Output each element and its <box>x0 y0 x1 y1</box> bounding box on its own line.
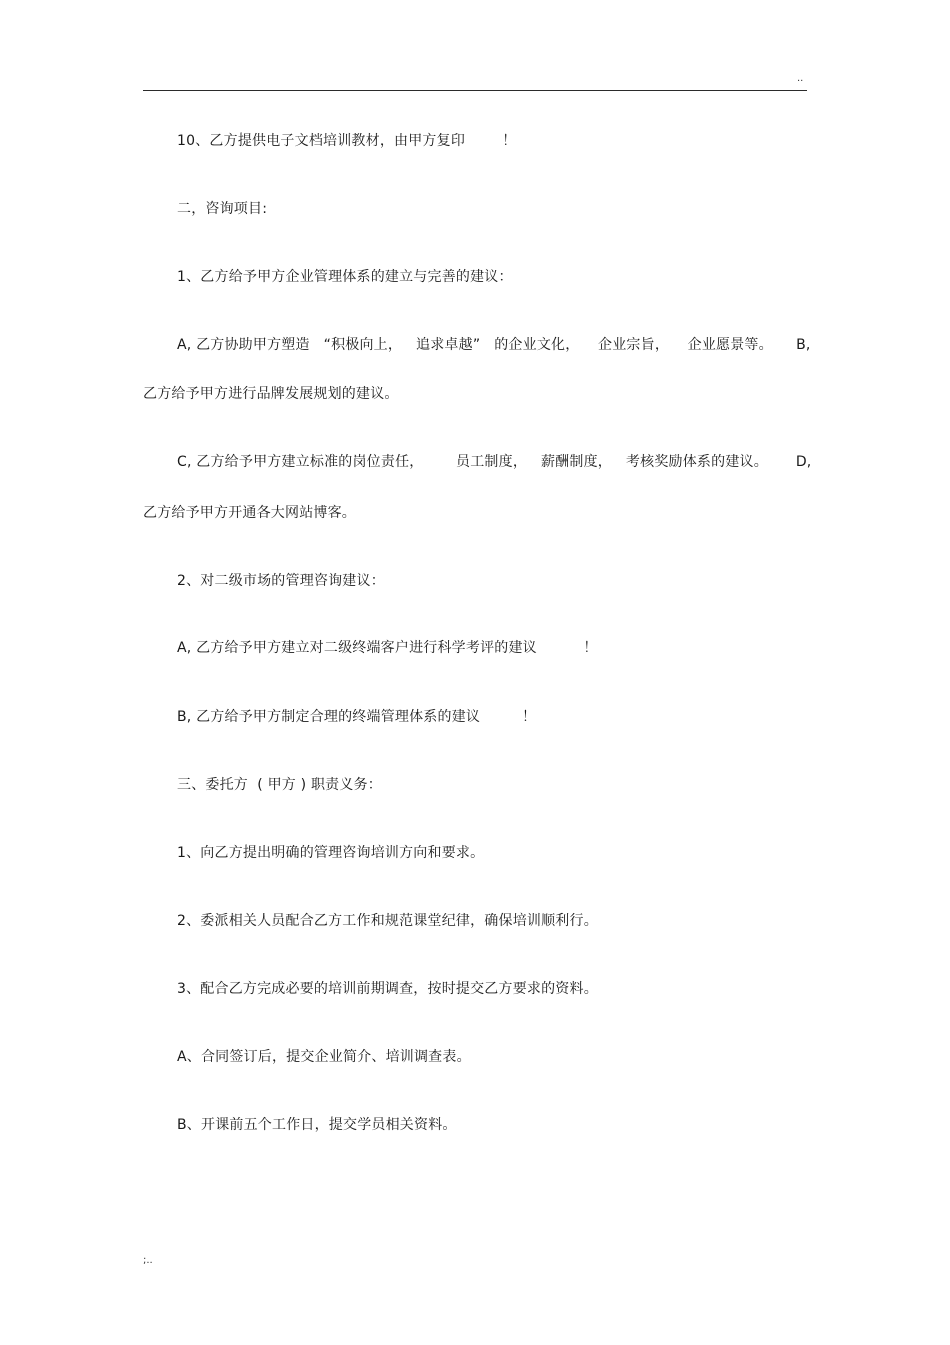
paragraph-line: A, 乙方协助甲方塑造 “积极向上， 追求卓越” 的企业文化， 企业宗旨， 企业愿景等。 B, <box>177 337 811 353</box>
paragraph-line: A, 乙方给予甲方建立对二级终端客户进行科学考评的建议 ！ <box>177 640 598 656</box>
paragraph-line: 2、委派相关人员配合乙方工作和规范课堂纪律，确保培训顺利行。 <box>177 913 598 929</box>
paragraph-line: 2、对二级市场的管理咨询建议： <box>177 573 385 589</box>
paragraph-line: B、开课前五个工作日，提交学员相关资料。 <box>177 1117 457 1133</box>
paragraph-line: 乙方给予甲方开通各大网站博客。 <box>143 505 356 521</box>
paragraph-line: B, 乙方给予甲方制定合理的终端管理体系的建议 ！ <box>177 709 537 725</box>
footer-mark: ;.. <box>143 1255 153 1266</box>
header-rule <box>143 90 807 91</box>
paragraph-line: 1、向乙方提出明确的管理咨询培训方向和要求。 <box>177 845 485 861</box>
paragraph-line: A、合同签订后，提交企业简介、培训调查表。 <box>177 1049 471 1065</box>
section-heading: 三、委托方 ( 甲方 ) 职责义务： <box>177 777 382 793</box>
paragraph-line: C, 乙方给予甲方建立标准的岗位责任， 员工制度， 薪酬制度， 考核奖励体系的建议。 D, <box>177 454 812 470</box>
paragraph-line: 1、乙方给予甲方企业管理体系的建立与完善的建议： <box>177 269 513 285</box>
header-mark: .. <box>797 73 804 84</box>
paragraph-line: 3、配合乙方完成必要的培训前期调查，按时提交乙方要求的资料。 <box>177 981 598 997</box>
paragraph-line: 10、乙方提供电子文档培训教材，由甲方复印 ！ <box>177 133 517 149</box>
paragraph-line: 乙方给予甲方进行品牌发展规划的建议。 <box>143 386 399 402</box>
section-heading: 二，咨询项目: <box>177 201 268 217</box>
